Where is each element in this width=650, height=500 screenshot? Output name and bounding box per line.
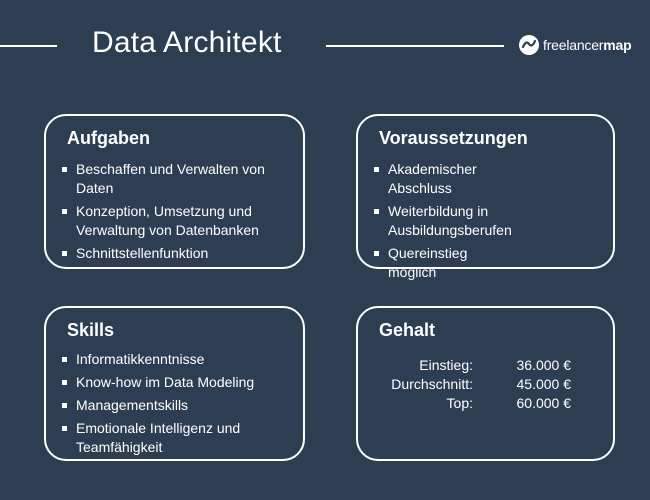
salary-label: Einstieg:	[419, 357, 473, 373]
salary-row	[358, 356, 613, 375]
salary-label: Top:	[446, 395, 473, 411]
card-aufgaben-list	[62, 160, 291, 267]
list-item-text: Managementskills	[76, 397, 189, 413]
freelancermap-logo	[518, 34, 631, 56]
list-item-text: Beschaffen und Verwalten von Daten	[76, 161, 265, 196]
list-item	[62, 350, 291, 369]
list-item	[62, 244, 291, 263]
card-aufgaben	[44, 114, 305, 269]
bullet-icon	[374, 251, 379, 256]
list-item	[374, 244, 513, 282]
list-item	[62, 396, 291, 415]
bullet-icon	[62, 380, 67, 385]
card-voraussetzungen	[356, 114, 615, 280]
list-item-text: Konzeption, Umsetzung und Verwaltung von Datenbanken	[76, 203, 259, 238]
card-skills	[44, 306, 305, 461]
bullet-icon	[62, 209, 67, 214]
list-item-text: Emotionale Intelligenz und Teamfähigkeit	[76, 420, 241, 455]
salary-value: 45.000 €	[516, 376, 571, 392]
bullet-icon	[374, 209, 379, 214]
salary-label: Durchschnitt:	[391, 376, 473, 392]
list-item	[374, 160, 513, 198]
list-item-text: Schnittstellenfunktion	[76, 245, 209, 261]
bullet-icon	[62, 426, 67, 431]
bullet-icon	[62, 357, 67, 362]
list-item-text: Quereinstieg möglich	[388, 245, 468, 280]
list-item	[374, 202, 513, 240]
bullet-icon	[62, 403, 67, 408]
bullet-icon	[374, 167, 379, 172]
list-item	[62, 419, 291, 457]
salary-row	[358, 375, 613, 394]
salary-table	[358, 356, 613, 413]
salary-row	[358, 394, 613, 413]
card-gehalt-title: Gehalt	[379, 320, 436, 340]
salary-value: 60.000 €	[516, 395, 571, 411]
header-line-left	[0, 45, 57, 47]
list-item	[62, 160, 291, 198]
card-voraussetzungen-title: Voraussetzungen	[379, 128, 528, 148]
bullet-icon	[62, 251, 67, 256]
card-skills-title: Skills	[67, 320, 115, 340]
card-gehalt	[356, 306, 615, 461]
logo-text-light: freelancer	[543, 37, 604, 53]
list-item-text: Informatikkenntnisse	[76, 351, 205, 367]
list-item	[62, 202, 291, 240]
card-voraussetzungen-list	[374, 160, 513, 286]
header-line-right	[326, 45, 504, 47]
card-aufgaben-title: Aufgaben	[67, 128, 150, 148]
page-title: Data Architekt	[92, 26, 282, 59]
logo-text-bold: map	[603, 37, 632, 53]
logo-icon	[518, 34, 540, 56]
logo-text	[543, 37, 631, 53]
list-item	[62, 373, 291, 392]
list-item-text: Weiterbildung in Ausbildungsberufen	[388, 203, 512, 238]
salary-value: 36.000 €	[516, 357, 571, 373]
card-skills-list	[62, 350, 291, 461]
bullet-icon	[62, 167, 67, 172]
list-item-text: Know-how im Data Modeling	[76, 374, 255, 390]
list-item-text: Akademischer Abschluss	[388, 161, 477, 196]
